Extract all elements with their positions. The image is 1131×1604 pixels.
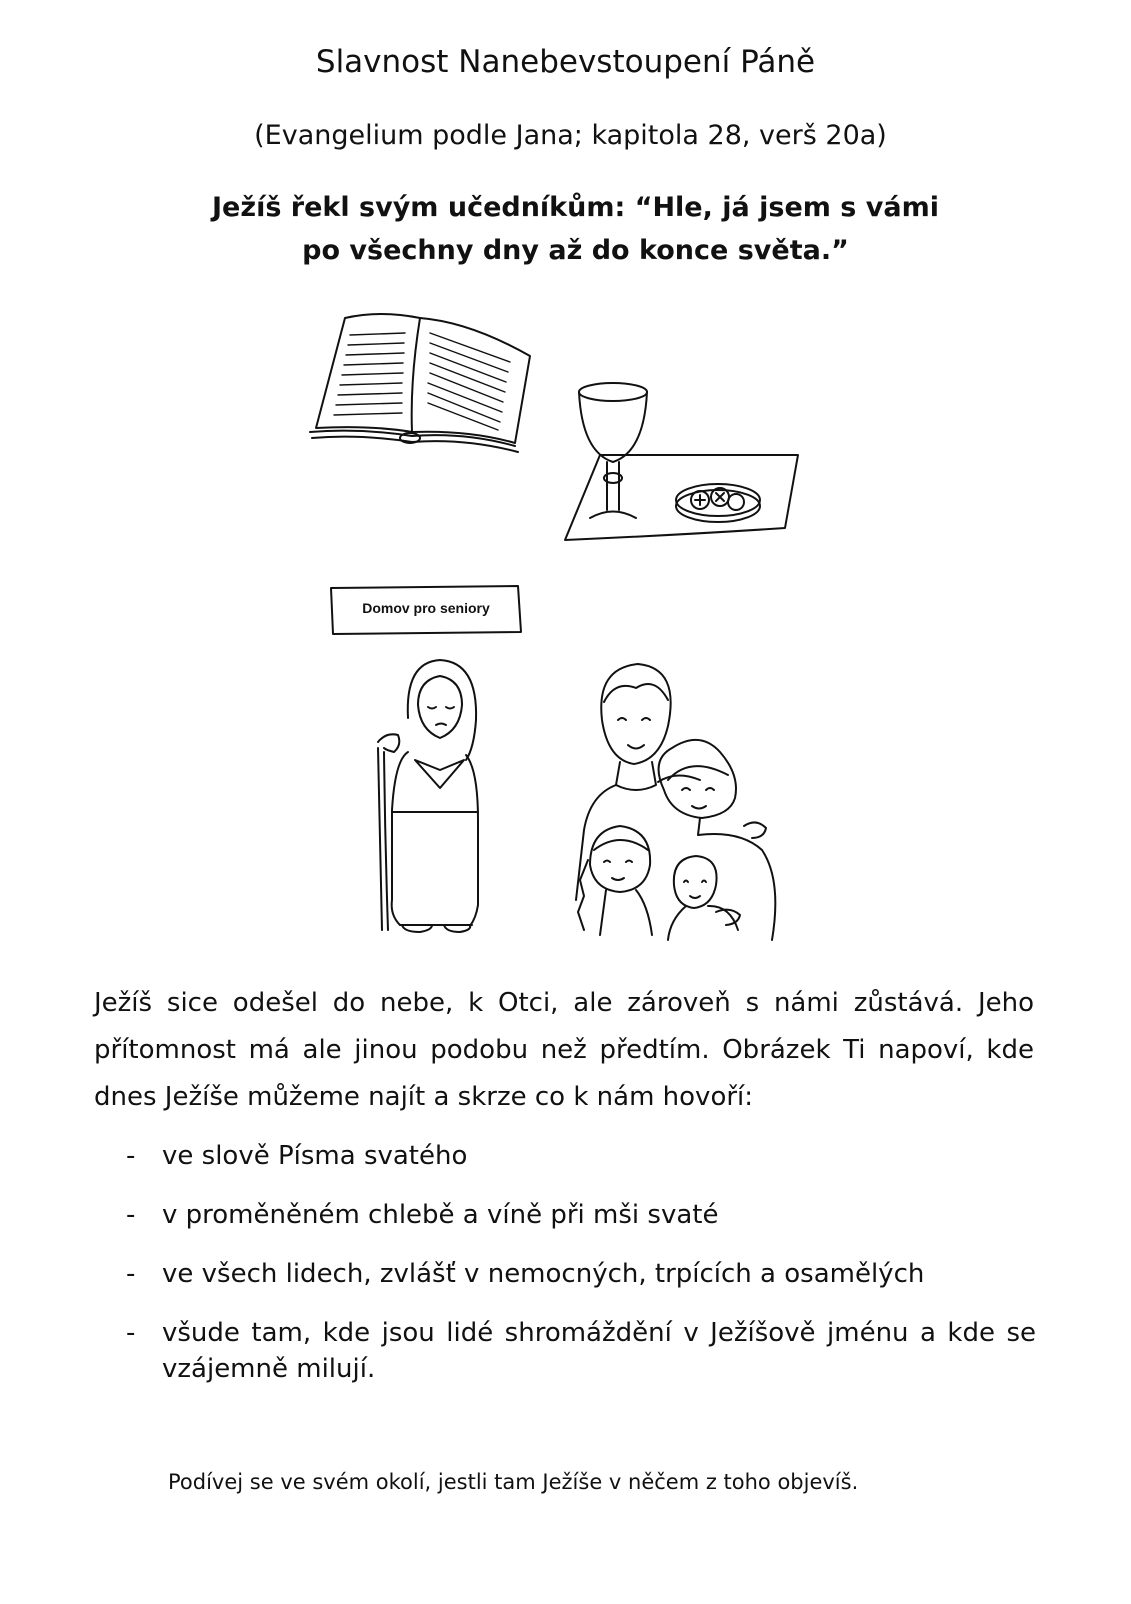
list-item-line-2: vzájemně milují. [162, 1354, 376, 1384]
elderly-woman-drawing [378, 660, 478, 932]
footer-note: Podívej se ve svém okolí, jestli tam Ježíše v něčem z toho objevíš. [168, 1470, 859, 1494]
list-item-text: ve všech lidech, zvlášť v nemocných, trpících a osamělých [162, 1259, 925, 1289]
quote-line-2: po všechny dny až do konce světa.” [302, 235, 849, 266]
list-dash: - [126, 1318, 136, 1348]
intro-line-1: Ježíš sice odešel do nebe, k Otci, ale zároveň s námi zůstává. Jeho [94, 988, 1034, 1018]
sign-text: Domov pro seniory [362, 600, 490, 616]
gospel-reference: (Evangelium podle Jana; kapitola 28, verš 20a) [254, 120, 887, 151]
list-item [126, 1197, 1036, 1233]
list-item [126, 1256, 1036, 1292]
family-drawing [576, 664, 775, 940]
list-dash: - [126, 1141, 136, 1171]
list-item-text [162, 1315, 1036, 1387]
intro-paragraph [94, 980, 1034, 1121]
open-book-drawing [310, 314, 530, 452]
list-dash: - [126, 1259, 136, 1289]
quote-line-1: Ježíš řekl svým učedníkům: “Hle, já jsem s vámi [212, 192, 939, 223]
presence-list [126, 1138, 1036, 1410]
gospel-quote [0, 186, 1131, 272]
list-dash: - [126, 1200, 136, 1230]
list-item-text: ve slově Písma svatého [162, 1141, 468, 1171]
intro-line-3: dnes Ježíše můžeme najít a skrze co k nám hovoří: [94, 1082, 754, 1112]
page-title: Slavnost Nanebevstoupení Páně [315, 44, 816, 80]
list-item-line-1: všude tam, kde jsou lidé shromáždění v Ježíšově jménu a kde se [162, 1318, 1036, 1348]
list-item [126, 1138, 1036, 1174]
list-item [126, 1315, 1036, 1387]
chalice-and-bread-drawing [565, 383, 798, 540]
list-item-text: v proměněném chlebě a víně při mši svaté [162, 1200, 719, 1230]
intro-line-2: přítomnost má ale jinou podobu než předtím. Obrázek Ti napoví, kde [94, 1035, 1034, 1065]
